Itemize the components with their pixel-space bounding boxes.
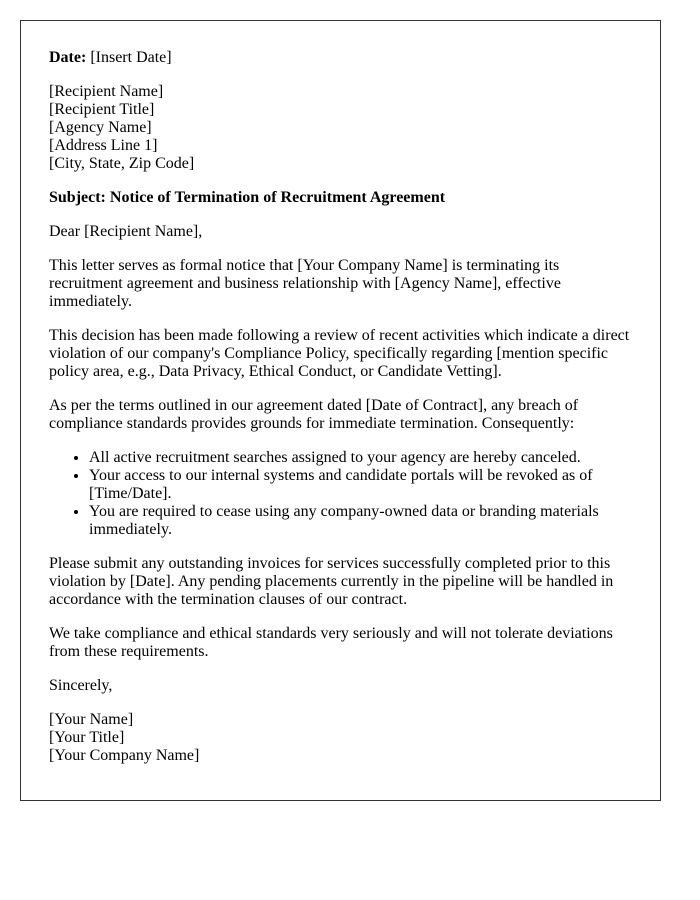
consequences-list bbox=[49, 449, 632, 539]
paragraph-notice: This letter serves as formal notice that [Your Company Name] is terminating its recruitment agreement and business relationship with [Agency Name], effective immediately. bbox=[49, 257, 561, 310]
subject-line: Subject: Notice of Termination of Recruitment Agreement bbox=[49, 189, 446, 206]
paragraph-terms: As per the terms outlined in our agreement dated [Date of Contract], any breach of compliance standards provides grounds for immediate termination. Consequently: bbox=[49, 397, 579, 432]
address-line-1: [Address Line 1] bbox=[49, 137, 158, 154]
sign-off: Sincerely, bbox=[49, 677, 113, 694]
recipient-title: [Recipient Title] bbox=[49, 101, 155, 118]
recipient-address-block bbox=[49, 83, 632, 173]
date-line bbox=[49, 49, 632, 67]
city-state-zip: [City, State, Zip Code] bbox=[49, 155, 195, 172]
paragraph-compliance: We take compliance and ethical standards very seriously and will not tolerate deviations from these requirements. bbox=[49, 625, 613, 660]
paragraph-invoices: Please submit any outstanding invoices for services successfully completed prior to this violation by [Date]. Any pending placements currently in the pipeline will be handled in accordance with the termination clauses of our contract. bbox=[49, 555, 614, 608]
date-value: [Insert Date] bbox=[86, 49, 172, 66]
list-item: • You are required to cease using any company-owned data or branding materials immediately. bbox=[89, 503, 632, 539]
recipient-name: [Recipient Name] bbox=[49, 83, 164, 100]
list-item: • Your access to our internal systems and candidate portals will be revoked as of [Time/Date]. bbox=[89, 467, 632, 503]
sender-company: [Your Company Name] bbox=[49, 747, 200, 764]
sender-name: [Your Name] bbox=[49, 711, 134, 728]
agency-name: [Agency Name] bbox=[49, 119, 152, 136]
list-item: • All active recruitment searches assigned to your agency are hereby canceled. bbox=[89, 449, 632, 467]
paragraph-decision: This decision has been made following a review of recent activities which indicate a direct violation of our company's Compliance Policy, specifically regarding [mention specific policy area, e.g., Data Privacy, Ethical Conduct, or Candidate Vetting]. bbox=[49, 327, 630, 380]
sender-title: [Your Title] bbox=[49, 729, 125, 746]
signature-block bbox=[49, 711, 632, 765]
date-label: Date: bbox=[49, 49, 87, 66]
termination-letter bbox=[20, 20, 661, 801]
salutation: Dear [Recipient Name], bbox=[49, 223, 203, 240]
